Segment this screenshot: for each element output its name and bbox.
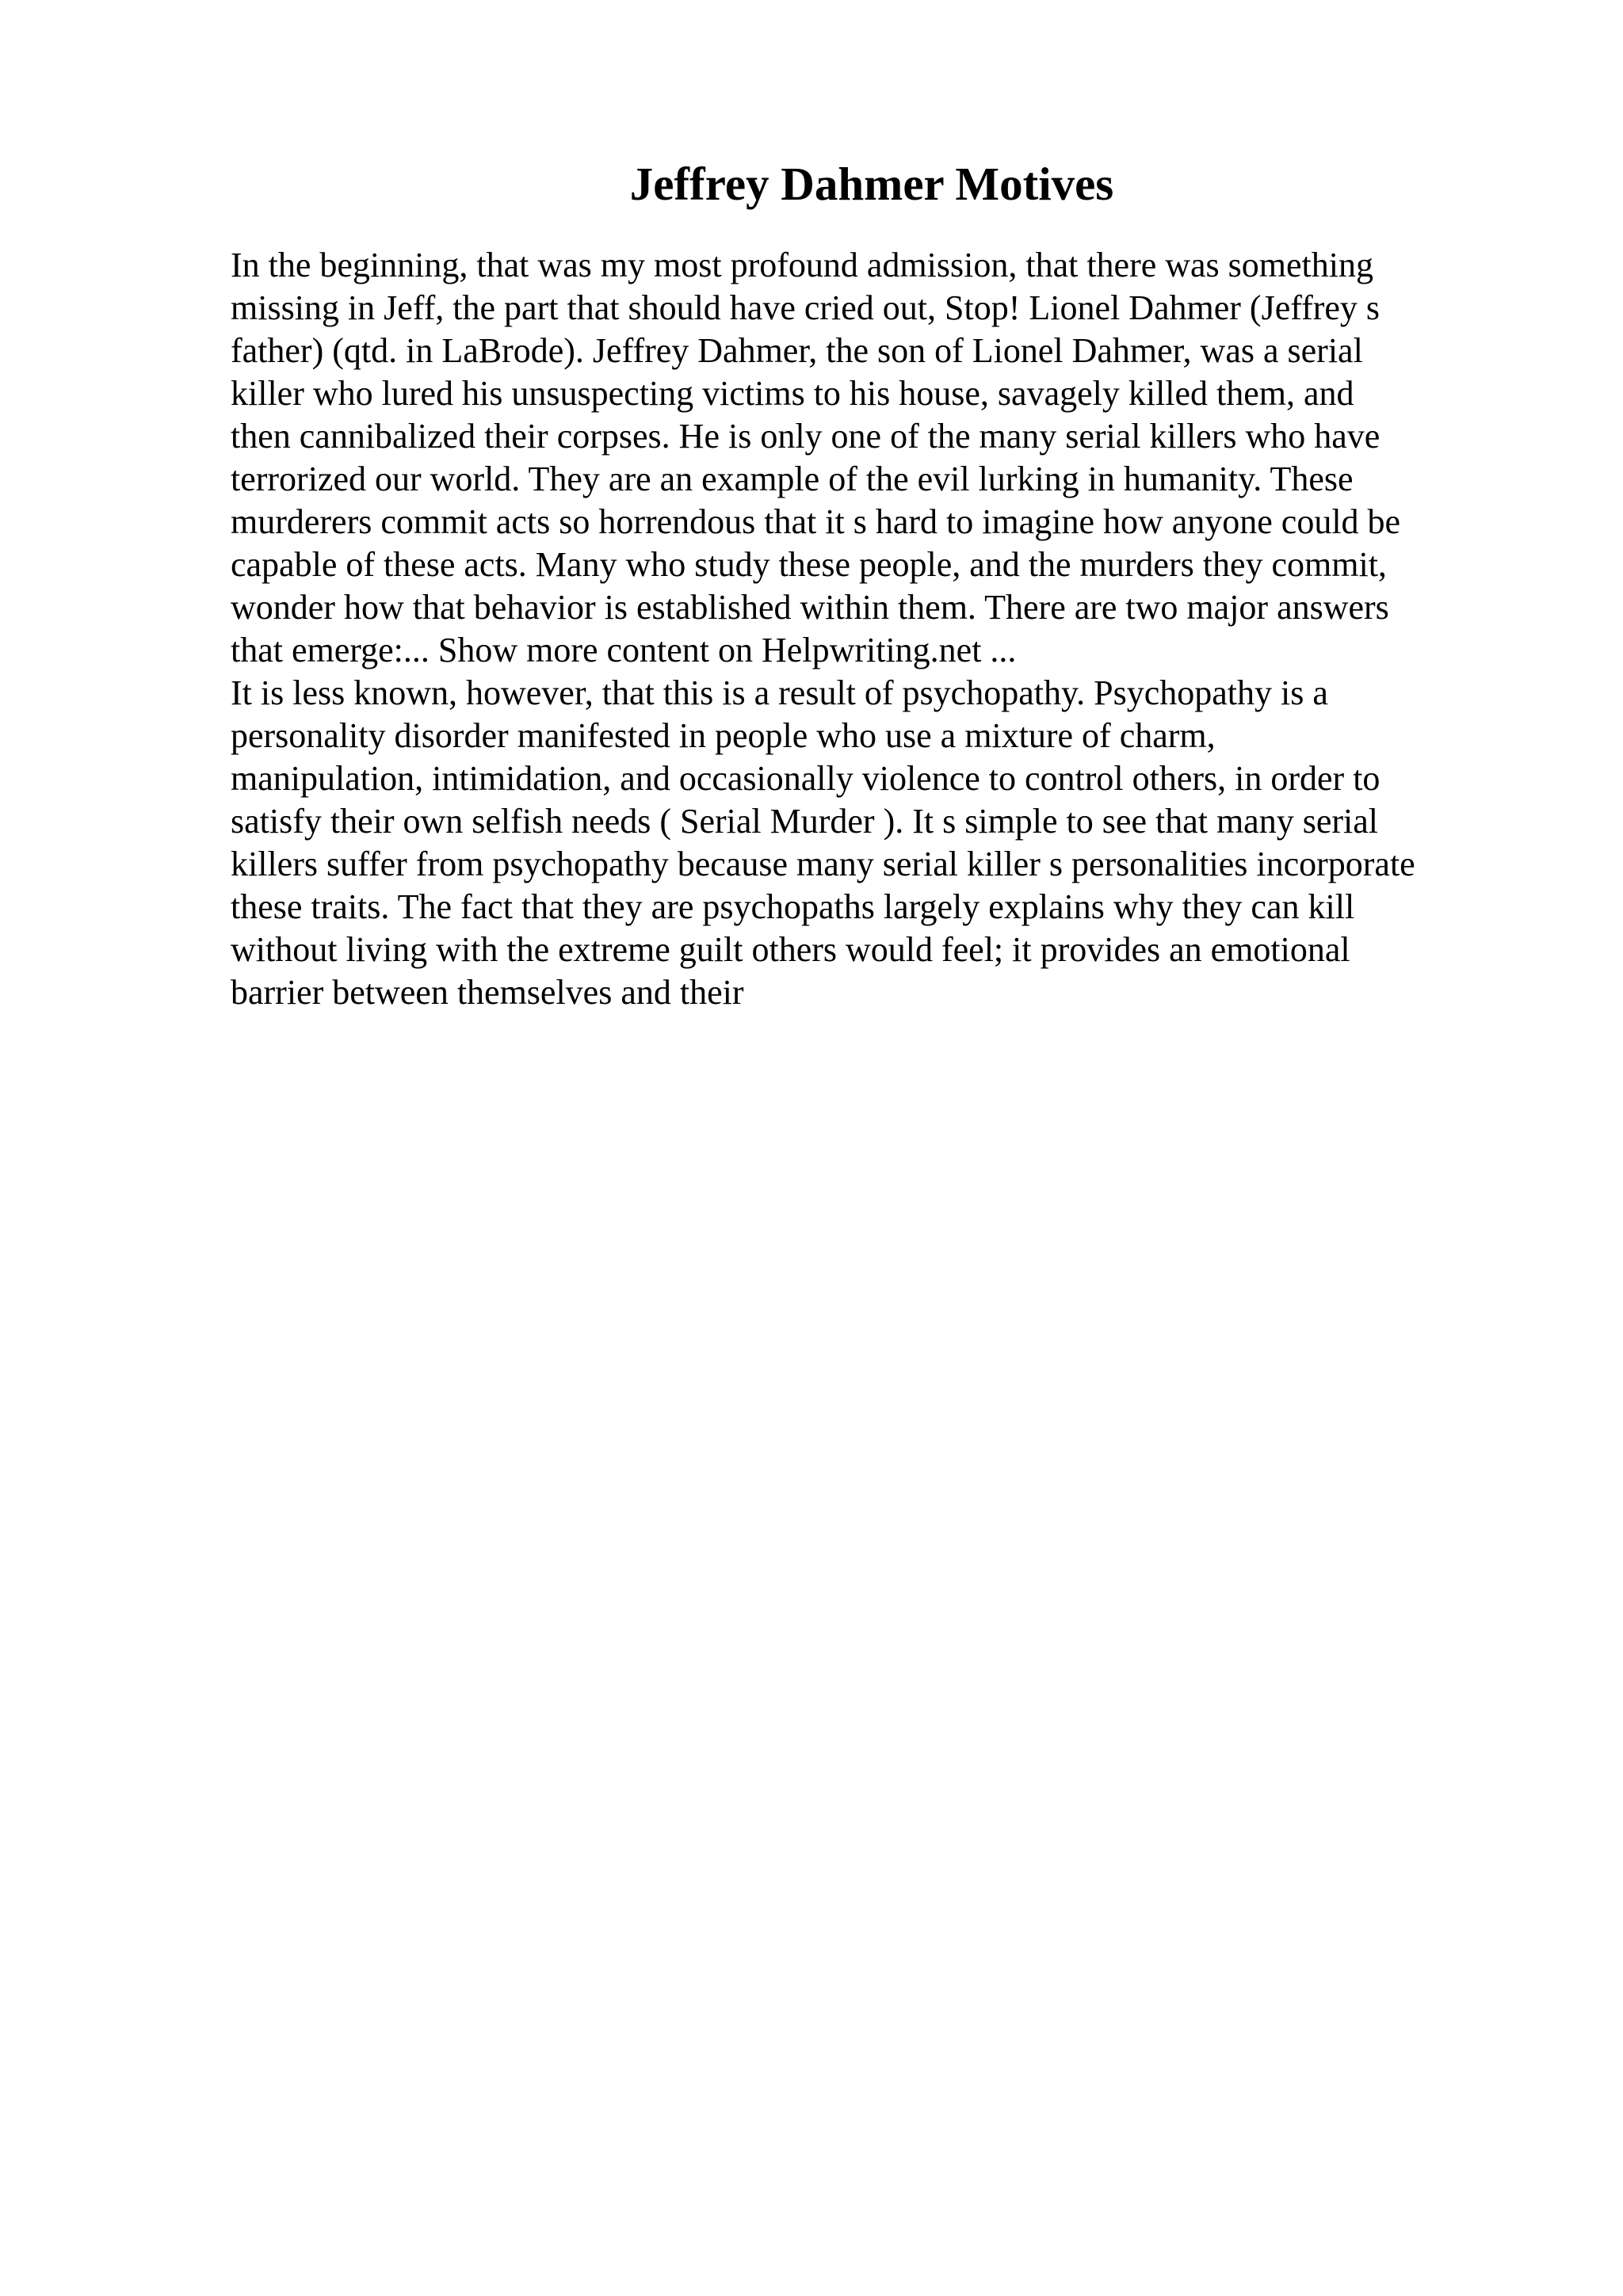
body-line: father) (qtd. in LaBrode). Jeffrey Dahmer, the son of Lionel Dahmer, was a serial	[231, 331, 1363, 370]
body-line: barrier between themselves and their	[231, 973, 744, 1012]
body-line: killers suffer from psychopathy because many serial killer s personalities incorporate	[231, 845, 1415, 883]
body-line: manipulation, intimidation, and occasionally violence to control others, in order to	[231, 759, 1381, 798]
body-line: capable of these acts. Many who study these people, and the murders they commit,	[231, 545, 1387, 584]
body-line: personality disorder manifested in people who use a mixture of charm,	[231, 716, 1216, 755]
body-line: then cannibalized their corpses. He is only one of the many serial killers who have	[231, 417, 1381, 456]
body-line: terrorized our world. They are an example of the evil lurking in humanity. These	[231, 460, 1354, 498]
body-line: It is less known, however, that this is a result of psychopathy. Psychopathy is a	[231, 673, 1328, 712]
document-title: Jeffrey Dahmer Motives	[629, 158, 1114, 210]
document-body	[231, 244, 1594, 1014]
body-line: missing in Jeff, the part that should have cried out, Stop! Lionel Dahmer (Jeffrey s	[231, 288, 1381, 327]
body-line: wonder how that behavior is established within them. There are two major answers	[231, 588, 1389, 627]
body-line: In the beginning, that was my most profound admission, that there was something	[231, 246, 1374, 284]
body-line: satisfy their own selfish needs ( Serial Murder ). It s simple to see that many serial	[231, 802, 1378, 841]
body-line: these traits. The fact that they are psychopaths largely explains why they can kill	[231, 887, 1355, 926]
body-line: killer who lured his unsuspecting victims to his house, savagely killed them, and	[231, 374, 1354, 413]
body-line: without living with the extreme guilt others would feel; it provides an emotional	[231, 930, 1350, 969]
body-line: murderers commit acts so horrendous that it s hard to imagine how anyone could be	[231, 502, 1401, 541]
body-line: that emerge:... Show more content on Helpwriting.net ...	[231, 631, 1017, 669]
